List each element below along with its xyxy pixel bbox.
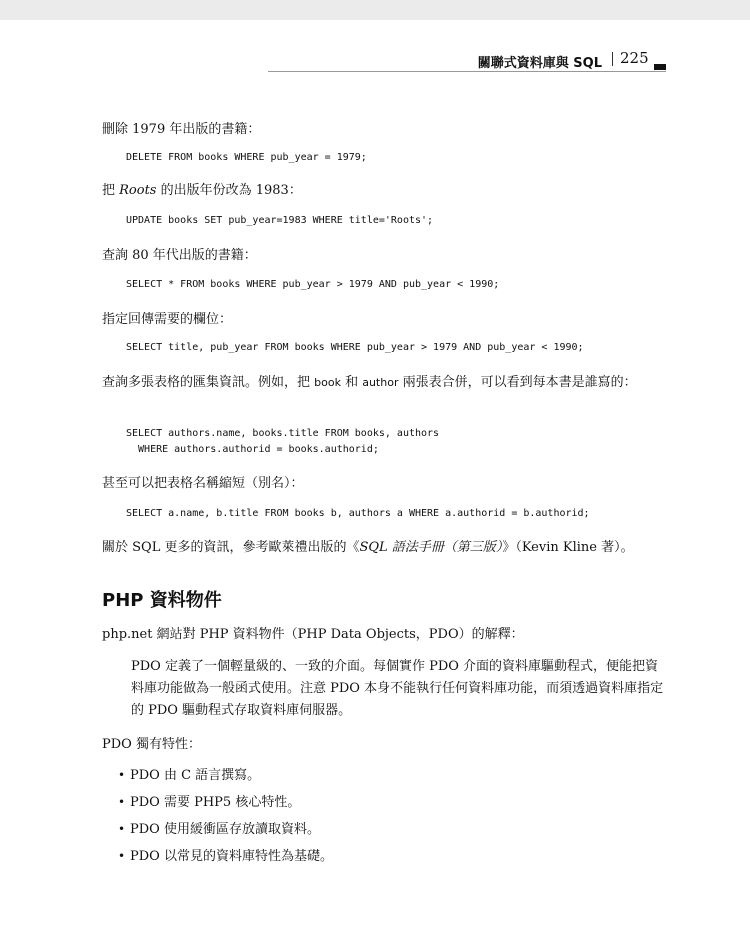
paragraph-alias: 甚至可以把表格名稱縮短（別名）： bbox=[102, 476, 304, 491]
table-name-book: book bbox=[314, 376, 341, 389]
paragraph-query-80s: 查詢 80 年代出版的書籍： bbox=[102, 248, 257, 263]
text: 關於 SQL 更多的資訊，參考歐萊禮出版的《 bbox=[102, 540, 360, 555]
code-columns: SELECT title, pub_year FROM books WHERE pub_year > 1979 AND pub_year < 1990; bbox=[126, 342, 584, 353]
paragraph-sql-reference bbox=[102, 538, 634, 558]
section-title: PHP 資料物件 bbox=[102, 590, 222, 611]
paragraph-update bbox=[102, 181, 302, 201]
bullet-icon: • bbox=[118, 822, 126, 836]
paragraph-columns: 指定回傳需要的欄位： bbox=[102, 312, 233, 327]
list-item bbox=[102, 816, 333, 843]
bullet-icon: • bbox=[118, 795, 126, 809]
list-item-text: PDO 以常見的資料庫特性為基礎。 bbox=[130, 849, 333, 864]
paragraph-features: PDO 獨有特性： bbox=[102, 737, 201, 752]
header-separator bbox=[612, 52, 613, 66]
text: 》（Kevin Kline 著）。 bbox=[502, 540, 634, 555]
code-join: SELECT authors.name, books.title FROM books, authors WHERE authors.authorid = books.authorid; bbox=[126, 428, 440, 455]
text: 和 bbox=[340, 375, 363, 390]
list-item-text: PDO 使用緩衝區存放讀取資料。 bbox=[130, 822, 320, 837]
block-quote: PDO 定義了一個輕量級的、一致的介面。每個實作 PDO 介面的資料庫驅動程式，便能把資料庫功能做為一般函式使用。注意 PDO 本身不能執行任何資料庫功能，而須透過資料庫指定的 PDO 驅動程式存取資料庫伺服器。 bbox=[131, 659, 664, 718]
paragraph-delete: 刪除 1979 年出版的書籍： bbox=[102, 122, 261, 137]
text: 兩張表合併，可以看到每本書是誰寫的： bbox=[398, 375, 637, 390]
list-item-text: PDO 需要 PHP5 核心特性。 bbox=[130, 795, 301, 810]
text: 的出版年份改為 1983： bbox=[156, 183, 302, 198]
paragraph-join bbox=[102, 373, 668, 393]
code-delete: DELETE FROM books WHERE pub_year = 1979; bbox=[126, 152, 367, 163]
page-marker bbox=[654, 64, 666, 70]
page-number: 225 bbox=[620, 49, 649, 67]
bullet-icon: • bbox=[118, 768, 126, 782]
table-name-author: author bbox=[362, 376, 399, 389]
chapter-title: 關聯式資料庫與 SQL bbox=[477, 56, 602, 71]
book-title: SQL 語法手冊（第三版） bbox=[359, 540, 503, 555]
code-query-80s: SELECT * FROM books WHERE pub_year > 1979 AND pub_year < 1990; bbox=[126, 279, 500, 290]
list-item bbox=[102, 843, 333, 870]
paragraph-php-net: php.net 網站對 PHP 資料物件（PHP Data Objects，PDO）的解釋： bbox=[102, 627, 524, 642]
list-item bbox=[102, 762, 333, 789]
bullet-icon: • bbox=[118, 849, 126, 863]
list-item-text: PDO 由 C 語言撰寫。 bbox=[130, 768, 261, 783]
header-rule bbox=[268, 71, 666, 72]
top-band bbox=[0, 0, 750, 20]
text: 查詢多張表格的匯集資訊。例如，把 bbox=[102, 375, 315, 390]
feature-list bbox=[102, 762, 333, 870]
page-header bbox=[0, 48, 750, 72]
code-alias: SELECT a.name, b.title FROM books b, authors a WHERE a.authorid = b.authorid; bbox=[126, 508, 590, 519]
code-update: UPDATE books SET pub_year=1983 WHERE title='Roots'; bbox=[126, 215, 434, 226]
list-item bbox=[102, 789, 333, 816]
italic-title: Roots bbox=[119, 183, 157, 198]
text: 把 bbox=[102, 183, 120, 198]
